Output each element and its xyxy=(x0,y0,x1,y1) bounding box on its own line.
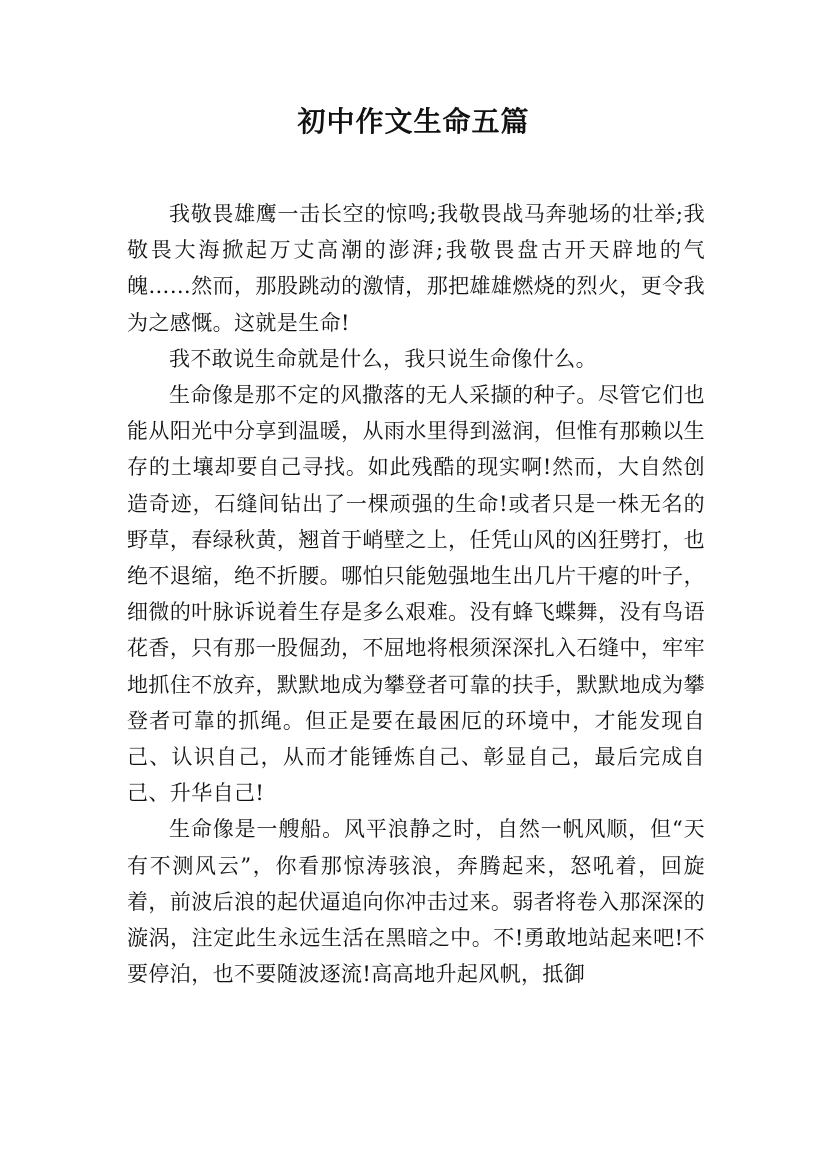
document-body xyxy=(127,196,705,992)
document-title: 初中作文生命五篇 xyxy=(297,105,530,138)
paragraph-3: 生命像是那不定的风撒落的无人采撷的种子。尽管它们也能从阳光中分享到温暖，从雨水里得到滋润，但惟有那赖以生存的土壤却要自己寻找。如此残酷的现实啊!然而，大自然创造奇迹，石缝间钻出了一棵顽强的生命!或者只是一株无名的野草，春绿秋黄，翘首于峭壁之上，任凭山风的凶狂劈打，也绝不退缩，绝不折腰。哪怕只能勉强地生出几片干瘪的叶子，细微的叶脉诉说着生存是多么艰难。没有蜂飞蝶舞，没有鸟语花香，只有那一股倔劲，不屈地将根须深深扎入石缝中，牢牢地抓住不放弃，默默地成为攀登者可靠的扶手，默默地成为攀登者可靠的抓绳。但正是要在最困厄的环境中，才能发现自己、认识自己，从而才能锤炼自己、彰显自己，最后完成自己、升华自己! xyxy=(127,383,705,806)
paragraph-1: 我敬畏雄鹰一击长空的惊鸣;我敬畏战马奔驰场的壮举;我敬畏大海掀起万丈高潮的澎湃;我敬畏盘古开天辟地的气魄……然而，那股跳动的激情，那把雄雄燃烧的烈火，更令我为之感慨。这就是生命! xyxy=(127,202,705,335)
paragraph-4: 生命像是一艘船。风平浪静之时，自然一帆风顺，但“天有不测风云”，你看那惊涛骇浪，奔腾起来，怒吼着，回旋着，前波后浪的起伏逼追向你冲击过来。弱者将卷入那深深的漩涡，注定此生永远生活在黑暗之中。不!勇敢地站起来吧!不要停泊，也不要随波逐流!高高地升起风帆，抵御 xyxy=(127,817,705,987)
paragraph-2: 我不敢说生命就是什么，我只说生命像什么。 xyxy=(169,346,597,371)
